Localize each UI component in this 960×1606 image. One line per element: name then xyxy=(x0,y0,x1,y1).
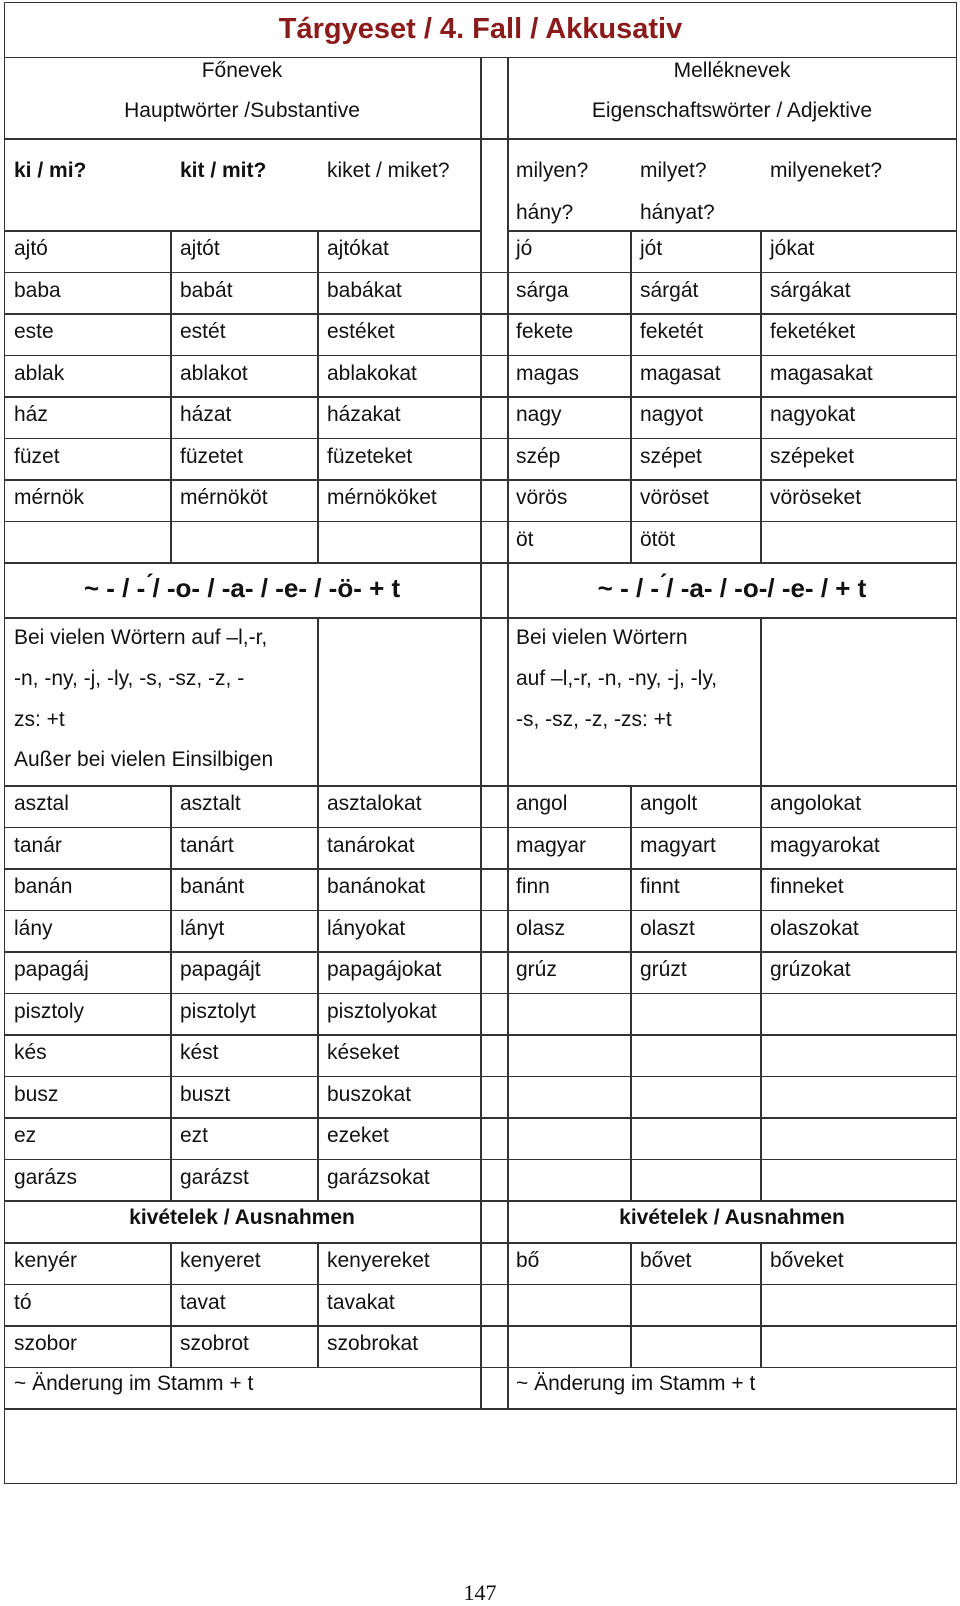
word-cell: vöröset xyxy=(640,486,709,509)
word-cell: jókat xyxy=(770,237,815,260)
adjective-header-de: Eigenschaftswörter / Adjektive xyxy=(591,99,873,122)
divider xyxy=(4,785,957,787)
divider xyxy=(630,1243,632,1367)
noun-note: Bei vielen Wörtern auf –l,-r, xyxy=(14,626,268,649)
word-cell: tó xyxy=(14,1290,32,1314)
divider xyxy=(4,868,957,870)
divider xyxy=(4,993,957,995)
adjective-suffix-rule: ~ - / - ́/ -a- / -o-/ -e- / + t xyxy=(597,573,867,603)
word-cell: szobrokat xyxy=(327,1332,419,1355)
word-cell: sárgákat xyxy=(770,278,851,302)
word-cell: tanárokat xyxy=(327,833,415,857)
word-cell: tanár xyxy=(14,833,62,857)
word-cell: kenyereket xyxy=(327,1249,430,1272)
word-cell: garázsokat xyxy=(327,1165,430,1189)
noun-suffix-rule: ~ - / - ́/ -o- / -a- / -e- / -ö- + t xyxy=(83,573,401,603)
divider xyxy=(4,1200,957,1202)
word-cell: busz xyxy=(14,1082,59,1106)
word-cell: ablak xyxy=(14,361,65,385)
word-cell: ajtókat xyxy=(327,237,389,260)
word-cell: finneket xyxy=(770,875,844,898)
word-cell: buszt xyxy=(180,1082,231,1106)
word-cell: tavat xyxy=(180,1290,226,1314)
word-cell: ez xyxy=(14,1124,37,1147)
word-cell: házakat xyxy=(327,403,401,426)
word-cell: nagyokat xyxy=(770,403,856,426)
word-cell: feketéket xyxy=(770,320,856,343)
word-cell: finn xyxy=(516,875,550,898)
word-cell: sárga xyxy=(516,278,569,302)
adjective-note: Bei vielen Wörtern xyxy=(516,626,688,649)
noun-note: zs: +t xyxy=(14,708,65,731)
word-cell: vöröseket xyxy=(770,486,862,509)
word-cell: mérnököt xyxy=(180,486,268,509)
word-cell: pisztolyt xyxy=(180,999,256,1023)
word-cell: nagy xyxy=(516,403,562,426)
word-cell: babát xyxy=(180,278,233,302)
question-adjective: milyen? xyxy=(516,159,589,182)
divider xyxy=(4,1242,957,1244)
page-title: Tárgyeset / 4. Fall / Akkusativ xyxy=(4,2,957,58)
divider xyxy=(4,1076,957,1078)
divider xyxy=(4,1284,957,1286)
word-cell: mérnököket xyxy=(327,486,437,509)
word-cell: vörös xyxy=(516,486,568,509)
question-quantity: hány? xyxy=(516,201,574,224)
word-cell: szép xyxy=(516,444,561,468)
noun-stem-change-note: ~ Änderung im Stamm + t xyxy=(14,1372,254,1395)
divider xyxy=(317,1243,319,1367)
word-cell: fekete xyxy=(516,320,574,343)
divider xyxy=(317,231,319,563)
noun-note: Außer bei vielen Einsilbigen xyxy=(14,748,274,771)
word-cell: baba xyxy=(14,278,61,302)
word-cell: banánokat xyxy=(327,875,426,898)
word-cell: angolokat xyxy=(770,792,862,815)
word-cell: kés xyxy=(14,1041,47,1064)
word-cell: jót xyxy=(640,237,663,260)
word-cell: estéket xyxy=(327,320,395,343)
divider xyxy=(317,617,319,785)
word-cell: szobor xyxy=(14,1332,78,1355)
word-cell: ötöt xyxy=(640,527,676,551)
word-cell: magyarokat xyxy=(770,833,880,857)
word-cell: kenyeret xyxy=(180,1249,261,1272)
word-cell: késeket xyxy=(327,1041,400,1064)
word-cell: olaszokat xyxy=(770,916,859,940)
word-cell: bővet xyxy=(640,1249,692,1272)
divider xyxy=(480,58,482,138)
word-cell: papagájt xyxy=(180,958,261,981)
word-cell: tavakat xyxy=(327,1290,395,1314)
divider xyxy=(760,786,762,1201)
word-cell: ezt xyxy=(180,1124,209,1147)
word-cell: olasz xyxy=(516,916,566,940)
divider xyxy=(4,827,957,829)
divider xyxy=(630,786,632,1201)
divider xyxy=(760,1243,762,1367)
word-cell: feketét xyxy=(640,320,704,343)
word-cell: szobrot xyxy=(180,1332,249,1355)
word-cell: kést xyxy=(180,1041,219,1064)
divider xyxy=(170,231,172,563)
word-cell: pisztoly xyxy=(14,999,85,1023)
word-cell: tanárt xyxy=(180,833,234,857)
adjective-stem-change-note: ~ Änderung im Stamm + t xyxy=(516,1372,756,1395)
word-cell: ajtót xyxy=(180,237,220,260)
word-cell: magyar xyxy=(516,833,587,857)
word-cell: asztalt xyxy=(180,792,241,815)
divider xyxy=(317,786,319,1201)
divider xyxy=(4,230,480,232)
word-cell: füzetet xyxy=(180,444,244,468)
word-cell: sárgát xyxy=(640,278,699,302)
word-cell: este xyxy=(14,320,54,343)
noun-exceptions-heading: kivételek / Ausnahmen xyxy=(129,1206,355,1229)
word-cell: banánt xyxy=(180,875,245,898)
word-cell: bőveket xyxy=(770,1249,844,1272)
word-cell: pisztolyokat xyxy=(327,999,437,1023)
word-cell: finnt xyxy=(640,875,680,898)
word-cell: kenyér xyxy=(14,1249,78,1272)
question-adjective-plural: milyeneket? xyxy=(770,159,883,182)
word-cell: banán xyxy=(14,875,73,898)
question-accusative-plural: kiket / miket? xyxy=(327,159,450,182)
divider xyxy=(4,1408,957,1410)
word-cell: mérnök xyxy=(14,486,85,509)
divider xyxy=(4,910,957,912)
word-cell: papagájokat xyxy=(327,958,442,981)
divider xyxy=(170,786,172,1201)
word-cell: grúzokat xyxy=(770,958,851,981)
word-cell: magasat xyxy=(640,361,721,385)
adjective-header-hu: Melléknevek xyxy=(673,59,791,82)
question-adjective-accusative: milyet? xyxy=(640,159,707,182)
word-cell: ajtó xyxy=(14,237,48,260)
page-number: 147 xyxy=(463,1580,497,1605)
divider xyxy=(760,231,762,563)
word-cell: papagáj xyxy=(14,958,89,981)
word-cell: öt xyxy=(516,527,534,551)
noun-header-hu: Főnevek xyxy=(201,59,283,82)
word-cell: magas xyxy=(516,361,580,385)
word-cell: lányt xyxy=(180,916,225,940)
word-cell: szépet xyxy=(640,444,702,468)
word-cell: garázst xyxy=(180,1165,249,1189)
divider xyxy=(760,617,762,785)
divider xyxy=(480,138,482,1408)
question-quantity-accusative: hányat? xyxy=(640,201,715,224)
divider xyxy=(4,951,957,953)
divider xyxy=(4,1325,957,1327)
word-cell: bő xyxy=(516,1249,540,1272)
word-cell: asztal xyxy=(14,792,69,815)
word-cell: magasakat xyxy=(770,361,873,385)
word-cell: olaszt xyxy=(640,916,695,940)
word-cell: garázs xyxy=(14,1165,78,1189)
word-cell: angolt xyxy=(640,792,698,815)
question-accusative: kit / mit? xyxy=(180,159,267,182)
divider xyxy=(507,230,957,232)
divider xyxy=(4,1117,957,1119)
word-cell: füzet xyxy=(14,444,60,468)
divider xyxy=(630,231,632,563)
adjective-note: auf –l,-r, -n, -ny, -j, -ly, xyxy=(516,667,718,690)
word-cell: grúzt xyxy=(640,958,687,981)
word-cell: házat xyxy=(180,403,232,426)
divider xyxy=(4,1159,957,1161)
adjective-exceptions-heading: kivételek / Ausnahmen xyxy=(619,1206,845,1229)
word-cell: nagyot xyxy=(640,403,704,426)
word-cell: jó xyxy=(516,237,533,260)
word-cell: lány xyxy=(14,916,53,940)
word-cell: babákat xyxy=(327,278,402,302)
word-cell: estét xyxy=(180,320,226,343)
noun-note: -n, -ny, -j, -ly, -s, -sz, -z, - xyxy=(14,667,245,690)
noun-header-de: Hauptwörter /Substantive xyxy=(124,99,360,122)
divider xyxy=(4,617,957,619)
word-cell: angol xyxy=(516,792,568,815)
word-cell: ezeket xyxy=(327,1124,389,1147)
word-cell: grúz xyxy=(516,958,557,981)
divider xyxy=(4,1034,957,1036)
word-cell: asztalokat xyxy=(327,792,422,815)
adjective-note: -s, -sz, -z, -zs: +t xyxy=(516,708,672,731)
question-nominative: ki / mi? xyxy=(14,159,87,182)
word-cell: ablakot xyxy=(180,361,248,385)
divider xyxy=(170,1243,172,1367)
word-cell: ablakokat xyxy=(327,361,417,385)
word-cell: buszokat xyxy=(327,1082,412,1106)
word-cell: ház xyxy=(14,403,48,426)
divider xyxy=(4,1367,957,1369)
word-cell: lányokat xyxy=(327,916,406,940)
word-cell: füzeteket xyxy=(327,444,413,468)
word-cell: szépeket xyxy=(770,444,855,468)
word-cell: magyart xyxy=(640,833,716,857)
